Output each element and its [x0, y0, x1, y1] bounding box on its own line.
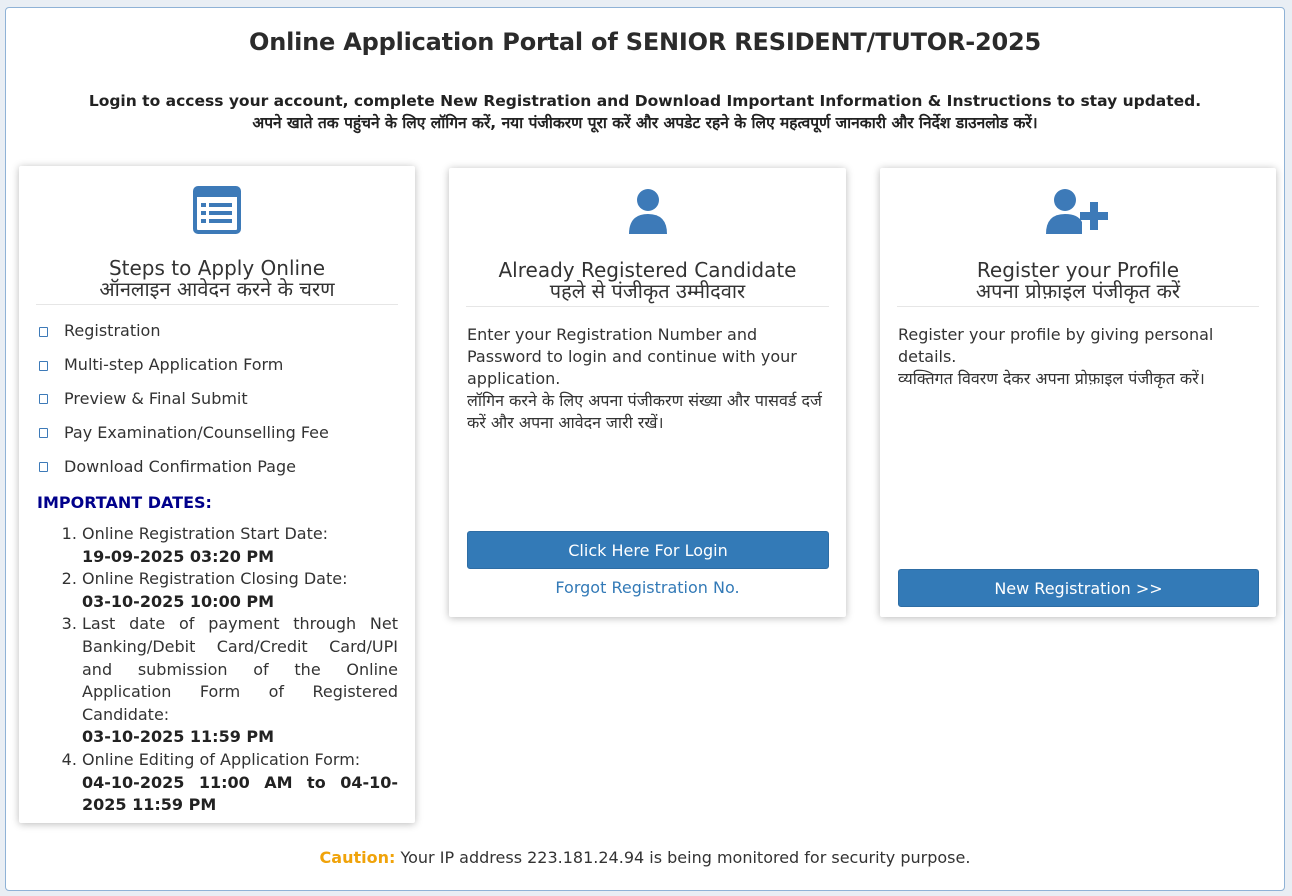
login-title-english: Already Registered Candidate — [498, 258, 797, 282]
login-card-title — [466, 260, 829, 302]
caution-text: Your IP address 223.181.24.94 is being monitored for security purpose. — [395, 848, 971, 867]
date-item: 2. Online Registration Closing Date: 03-10-2025 10:00 PM — [82, 568, 398, 613]
page-title: Online Application Portal of SENIOR RESIDENT/TUTOR-2025 — [249, 28, 1041, 56]
caution-label: Caution: — [319, 848, 396, 867]
register-title-hindi: अपना प्रोफ़ाइल पंजीकृत करें — [975, 279, 1181, 303]
subtitle-english: Login to access your account, complete New Registration and Download Important Information & Instructions to stay updated. — [88, 92, 1202, 110]
user-plus-icon — [880, 188, 1276, 240]
checkbox-icon — [39, 394, 48, 404]
register-instructions: Register your profile by giving personal details. व्यक्तिगत विवरण देकर अपना प्रोफ़ाइल पंजीकृत करें। — [898, 325, 1214, 388]
login-instructions: Enter your Registration Number and Password to login and continue with your application. लॉगिन करने के लिए अपना पंजीकरण संख्या और पासवर्ड दर्ज करें और अपना आवेदन जारी रखें। — [467, 325, 822, 432]
forgot-registration-link[interactable]: Forgot Registration No. — [555, 578, 740, 597]
list-item: Download Confirmation Page — [36, 449, 398, 483]
checkbox-icon — [39, 361, 48, 371]
checkbox-icon — [39, 327, 48, 337]
date-item: 4. Online Editing of Application Form: 04-10-2025 11:00 AM to 04-10-2025 11:59 PM — [82, 749, 398, 817]
login-card — [449, 168, 846, 617]
login-button[interactable]: Click Here For Login — [467, 531, 829, 569]
important-dates-list — [63, 523, 398, 817]
date-item: 3. Last date of payment through Net Banking/Debit Card/Credit Card/UPI and submission of the Online Application Form of Registered Candidate: 03-10-2025 11:59 PM — [82, 613, 398, 749]
user-icon — [449, 188, 846, 240]
divider — [897, 306, 1259, 307]
steps-list — [36, 314, 398, 483]
register-title-english: Register your Profile — [976, 258, 1180, 282]
steps-title-hindi: ऑनलाइन आवेदन करने के चरण — [99, 277, 335, 301]
list-item: Registration — [36, 314, 398, 348]
important-dates-title: IMPORTANT DATES: — [37, 493, 212, 512]
login-title-hindi: पहले से पंजीकृत उम्मीदवार — [549, 279, 746, 303]
caution-notice — [6, 848, 1284, 867]
list-item: Pay Examination/Counselling Fee — [36, 415, 398, 449]
list-item: Preview & Final Submit — [36, 382, 398, 416]
list-item: Multi-step Application Form — [36, 348, 398, 382]
divider — [36, 304, 398, 305]
checkbox-icon — [39, 428, 48, 438]
divider — [466, 306, 829, 307]
checkbox-icon — [39, 462, 48, 472]
new-registration-button[interactable]: New Registration >> — [898, 569, 1259, 607]
register-card — [880, 168, 1276, 617]
steps-title-english: Steps to Apply Online — [108, 256, 326, 280]
steps-card-title — [36, 258, 398, 300]
form-icon — [19, 186, 415, 238]
date-item: 1. Online Registration Start Date: 19-09-2025 03:20 PM — [82, 523, 398, 568]
register-card-title — [897, 260, 1259, 302]
page-subtitle — [6, 90, 1284, 134]
subtitle-hindi: अपने खाते तक पहुंचने के लिए लॉगिन करें, नया पंजीकरण पूरा करें और अपडेट रहने के लिए महत्वपूर्ण जानकारी और निर्देश डाउनलोड करें। — [252, 114, 1038, 132]
steps-card — [19, 166, 415, 823]
portal-frame — [5, 7, 1285, 891]
